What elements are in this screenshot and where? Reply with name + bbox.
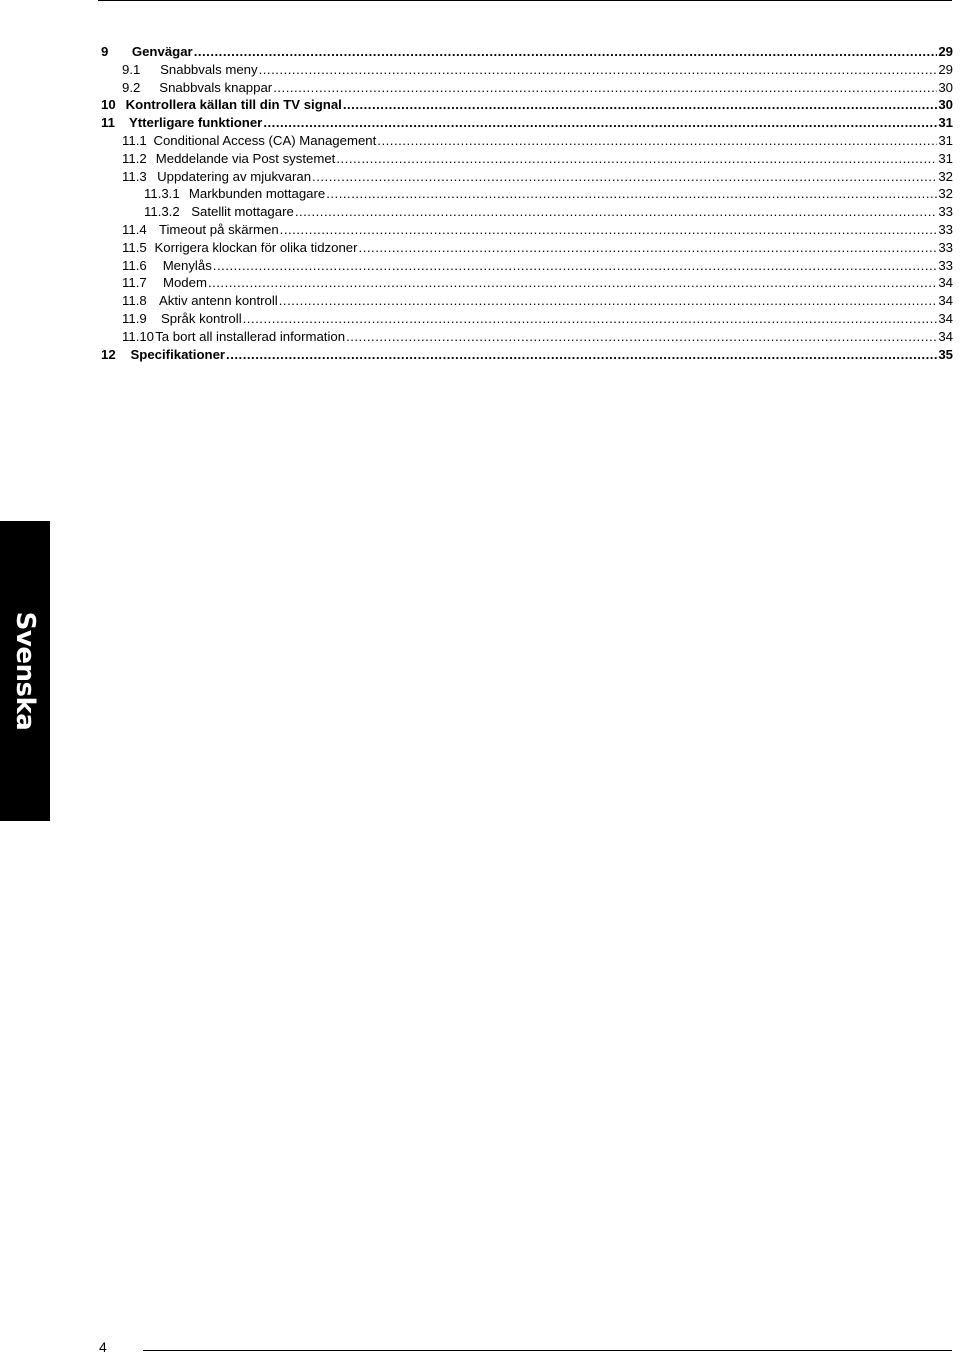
toc-entry-title: Specifikationer [130,346,226,362]
toc-entry-page: 34 [938,275,953,291]
toc-entry-number: 9.1 [122,61,141,77]
dot-leader [243,310,938,328]
dot-leader [194,43,938,61]
dot-leader [263,114,937,132]
toc-entry-number: 11.3.2 [144,204,180,220]
toc-entry-title: Kontrollera källan till din TV signal [125,97,342,113]
toc-entry-title: Satellit mottagare [191,204,294,220]
dot-leader [279,292,938,310]
toc-entry-page: 33 [938,221,953,237]
toc-entry-number: 11.3 [122,168,147,184]
toc-entry-number: 11.5 [122,239,147,255]
toc-entry-page: 30 [938,79,953,95]
toc-entry[interactable] [101,61,953,79]
toc-entry[interactable] [101,239,953,257]
toc-entry-title: Genvägar [131,44,193,59]
toc-entry[interactable] [101,203,953,221]
toc-entry-page: 33 [938,239,953,255]
toc-entry-page: 34 [938,293,953,309]
language-tab-label: Svenska [10,611,40,731]
dot-leader [213,257,938,275]
footer-rule [143,1350,952,1351]
toc-entry-title: Snabbvals knappar [159,79,273,95]
dot-leader [273,79,937,97]
dot-leader [312,168,937,186]
toc-entry-number: 11.3.1 [144,186,180,202]
table-of-contents [101,43,953,363]
toc-entry[interactable] [101,114,953,132]
toc-entry-title: Conditional Access (CA) Management [153,132,377,148]
toc-entry-number: 11.9 [122,310,147,326]
toc-entry[interactable] [101,79,953,97]
toc-entry-title: Korrigera klockan för olika tidzoner [154,239,358,255]
toc-entry-number: 11.7 [122,275,147,291]
toc-entry-title: Aktiv antenn kontroll [158,293,278,309]
toc-entry-number: 12 [101,346,116,362]
toc-entry[interactable] [101,150,953,168]
toc-entry-title: Timeout på skärmen [158,221,279,237]
toc-entry-page: 31 [938,132,953,148]
dot-leader [259,61,938,79]
toc-entry-page: 31 [938,115,953,131]
toc-entry[interactable] [101,310,953,328]
toc-entry-page: 33 [938,204,953,220]
toc-entry-number: 10 [101,97,116,113]
toc-entry-number: 11.6 [122,257,147,273]
toc-entry-page: 34 [938,328,953,344]
toc-entry-number: 9.2 [122,79,141,95]
dot-leader [295,203,938,221]
dot-leader [346,328,937,346]
toc-entry-page: 31 [938,150,953,166]
toc-entry-number: 11.10 [122,328,155,344]
toc-entry-page: 32 [938,168,953,184]
dot-leader [280,221,938,239]
toc-entry-number: 9 [101,44,109,59]
dot-leader [377,132,937,150]
toc-entry[interactable] [101,292,953,310]
toc-entry-number: 11.4 [122,221,147,237]
toc-entry[interactable] [101,96,953,114]
toc-entry-title: Markbunden mottagare [188,186,326,202]
toc-entry-number: 11.1 [122,132,147,148]
toc-entry-title: Menylås [162,257,212,273]
header-rule [98,0,952,1]
toc-entry-title: Ta bort all installerad information [155,328,346,344]
toc-entry[interactable] [101,346,953,364]
toc-entry-title: Uppdatering av mjukvaran [157,168,312,184]
toc-entry-title: Snabbvals meny [160,61,258,77]
dot-leader [226,346,937,364]
language-tab [0,521,50,821]
dot-leader [208,274,937,292]
toc-entry[interactable] [101,257,953,275]
toc-entry-title: Meddelande via Post systemet [155,150,336,166]
toc-entry[interactable] [101,274,953,292]
toc-entry[interactable] [101,168,953,186]
toc-entry-title: Modem [162,275,207,291]
dot-leader [343,96,938,114]
dot-leader [326,185,937,203]
toc-entry[interactable] [101,185,953,203]
toc-entry-page: 29 [938,44,953,59]
toc-entry-page: 29 [938,61,953,77]
toc-entry-title: Språk kontroll [161,310,242,326]
toc-entry[interactable] [101,43,953,61]
toc-entry-page: 35 [938,346,953,362]
toc-entry-number: 11 [101,115,115,131]
toc-entry-page: 34 [938,310,953,326]
toc-entry-page: 33 [938,257,953,273]
toc-entry-page: 30 [938,97,953,113]
toc-entry[interactable] [101,328,953,346]
page-number: 4 [99,1339,107,1355]
toc-entry[interactable] [101,132,953,150]
toc-entry[interactable] [101,221,953,239]
dot-leader [359,239,938,257]
dot-leader [336,150,937,168]
toc-entry-title: Ytterligare funktioner [128,115,263,131]
toc-entry-number: 11.2 [122,150,147,166]
toc-entry-page: 32 [938,186,953,202]
toc-entry-number: 11.8 [122,293,147,309]
